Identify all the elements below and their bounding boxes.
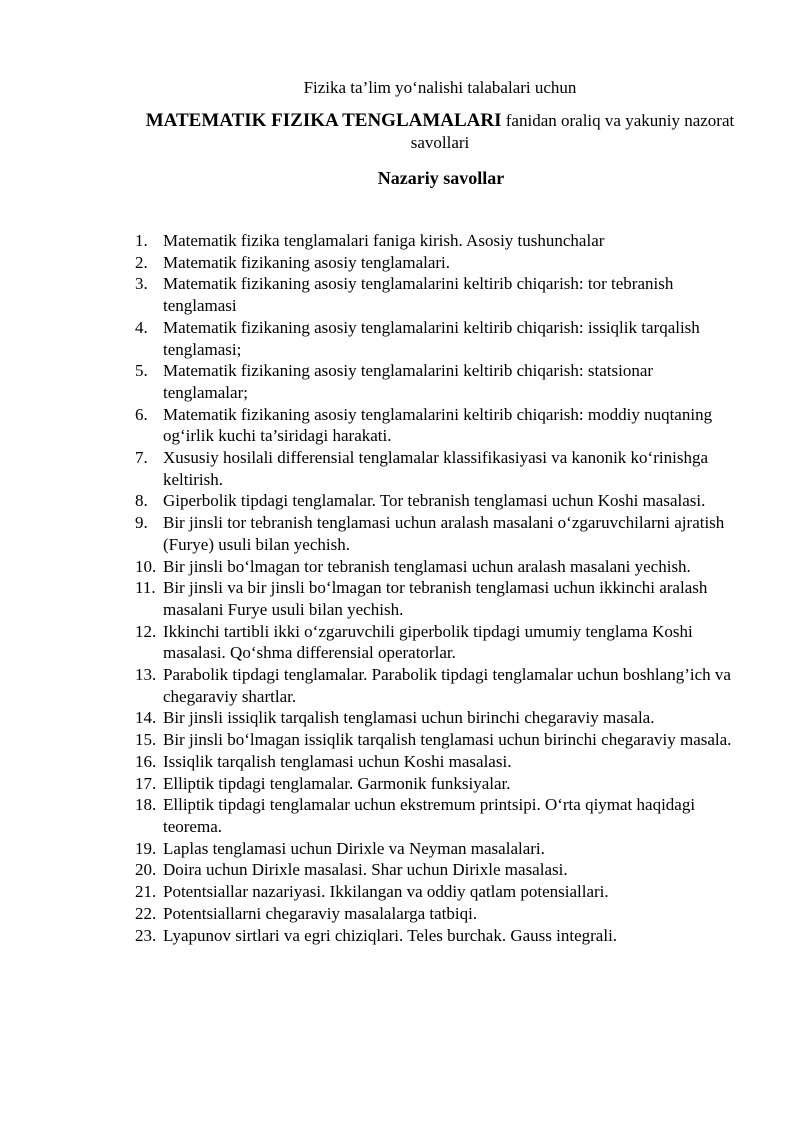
list-item-text: Matematik fizikaning asosiy tenglamalarini keltirib chiqarish: statsionar tenglamalar; <box>163 361 654 402</box>
list-item-text: Matematik fizikaning asosiy tenglamalarini keltirib chiqarish: moddiy nuqtaning og‘irlik kuchi ta’siridagi harakati. <box>163 404 713 446</box>
list-item <box>135 360 735 403</box>
list-item-text: Ikkinchi tartibli ikki o‘zgaruvchili giperbolik tipdagi umumiy tenglama Koshi masalasi. Qo‘shma differensial operatorlar. <box>163 621 693 663</box>
section-heading: Nazariy savollar <box>377 168 505 188</box>
list-item <box>135 317 735 360</box>
list-item <box>135 794 735 837</box>
list-item <box>135 621 735 664</box>
list-item-text: Matematik fizikaning asosiy tenglamalarini keltirib chiqarish: tor tebranish tenglamasi <box>163 274 674 316</box>
list-item <box>135 925 735 947</box>
list-item <box>135 230 735 252</box>
list-item-number: 16. <box>135 751 157 771</box>
list-item <box>135 859 735 881</box>
list-item-number: 2. <box>135 252 148 272</box>
list-item-text: Elliptik tipdagi tenglamalar. Garmonik funksiyalar. <box>163 773 511 793</box>
list-item-number: 6. <box>135 404 148 424</box>
list-item-number: 23. <box>135 925 157 945</box>
list-item-number: 4. <box>135 317 148 337</box>
list-item <box>135 773 735 795</box>
list-item-number: 3. <box>135 274 148 294</box>
list-item-text: Matematik fizika tenglamalari faniga kirish. Asosiy tushunchalar <box>163 231 605 250</box>
document-title <box>130 110 750 154</box>
list-item <box>135 664 735 707</box>
list-item-number: 14. <box>135 708 157 728</box>
list-item-number: 5. <box>135 361 148 381</box>
list-item-text: Potentsiallarni chegaraviy masalalarga tatbiqi. <box>163 903 478 923</box>
question-list <box>135 230 735 946</box>
list-item-text: Matematik fizikaning asosiy tenglamalarini keltirib chiqarish: issiqlik tarqalish tenglamasi; <box>163 317 700 359</box>
list-item <box>135 490 735 512</box>
list-item <box>135 881 735 903</box>
list-item-number: 21. <box>135 882 157 902</box>
list-item-text: Potentsiallar nazariyasi. Ikkilangan va oddiy qatlam potensiallari. <box>163 882 609 902</box>
list-item <box>135 838 735 860</box>
list-item-text: Laplas tenglamasi uchun Dirixle va Neyman masalalari. <box>163 838 545 858</box>
list-item-number: 10. <box>135 556 157 576</box>
list-item-number: 22. <box>135 903 157 923</box>
list-item-number: 1. <box>135 231 148 250</box>
list-item-number: 11. <box>135 578 156 598</box>
list-item <box>135 273 735 316</box>
list-item-text: Bir jinsli va bir jinsli bo‘lmagan tor tebranish tenglamasi uchun ikkinchi aralash masalani Furye usuli bilan yechish. <box>163 578 708 619</box>
list-item-text: Giperbolik tipdagi tenglamalar. Tor tebranish tenglamasi uchun Koshi masalasi. <box>163 491 706 511</box>
document-title-course: MATEMATIK FIZIKA TENGLAMALARI <box>145 110 502 131</box>
list-item <box>135 729 735 751</box>
list-item-text: Matematik fizikaning asosiy tenglamalari. <box>163 252 451 272</box>
list-item <box>135 751 735 773</box>
list-item-number: 20. <box>135 860 157 880</box>
list-item-number: 9. <box>135 513 148 533</box>
list-item-text: Bir jinsli bo‘lmagan issiqlik tarqalish tenglamasi uchun birinchi chegaraviy masala. <box>163 730 732 750</box>
list-item-number: 19. <box>135 838 157 858</box>
list-item <box>135 447 735 490</box>
list-item-number: 12. <box>135 621 157 641</box>
list-item <box>135 512 735 555</box>
list-item-number: 18. <box>135 795 157 815</box>
list-item-text: Xususiy hosilali differensial tenglamalar klassifikasiyasi va kanonik ko‘rinishga keltirish. <box>163 448 708 489</box>
document-title-rest: fanidan oraliq va yakuniy nazorat savollari <box>410 111 735 152</box>
list-item-text: Parabolik tipdagi tenglamalar. Parabolik tipdagi tenglamalar uchun boshlang’ich va chegaraviy shartlar. <box>163 665 731 706</box>
list-item-number: 17. <box>135 773 157 793</box>
document-subtitle: Fizika ta’lim yo‘nalishi talabalari uchun <box>303 78 577 97</box>
list-item-text: Elliptik tipdagi tenglamalar uchun ekstremum printsipi. O‘rta qiymat haqidagi teorema. <box>163 795 696 836</box>
list-item-number: 8. <box>135 491 148 511</box>
list-item-number: 7. <box>135 448 148 468</box>
list-item-text: Bir jinsli bo‘lmagan tor tebranish tenglamasi uchun aralash masalani yechish. <box>163 556 691 576</box>
list-item-text: Doira uchun Dirixle masalasi. Shar uchun Dirixle masalasi. <box>163 860 568 880</box>
list-item <box>135 556 735 578</box>
list-item-number: 15. <box>135 730 157 750</box>
list-item <box>135 707 735 729</box>
list-item-text: Bir jinsli tor tebranish tenglamasi uchun aralash masalani o‘zgaruvchilarni ajratish (Furye) usuli bilan yechish. <box>163 513 725 554</box>
list-item-text: Lyapunov sirtlari va egri chiziqlari. Teles burchak. Gauss integrali. <box>163 925 618 945</box>
list-item-text: Issiqlik tarqalish tenglamasi uchun Koshi masalasi. <box>163 751 512 771</box>
list-item-number: 13. <box>135 665 157 685</box>
list-item <box>135 252 735 274</box>
list-item-text: Bir jinsli issiqlik tarqalish tenglamasi uchun birinchi chegaraviy masala. <box>163 708 655 728</box>
list-item <box>135 577 735 620</box>
list-item <box>135 903 735 925</box>
list-item <box>135 404 735 447</box>
